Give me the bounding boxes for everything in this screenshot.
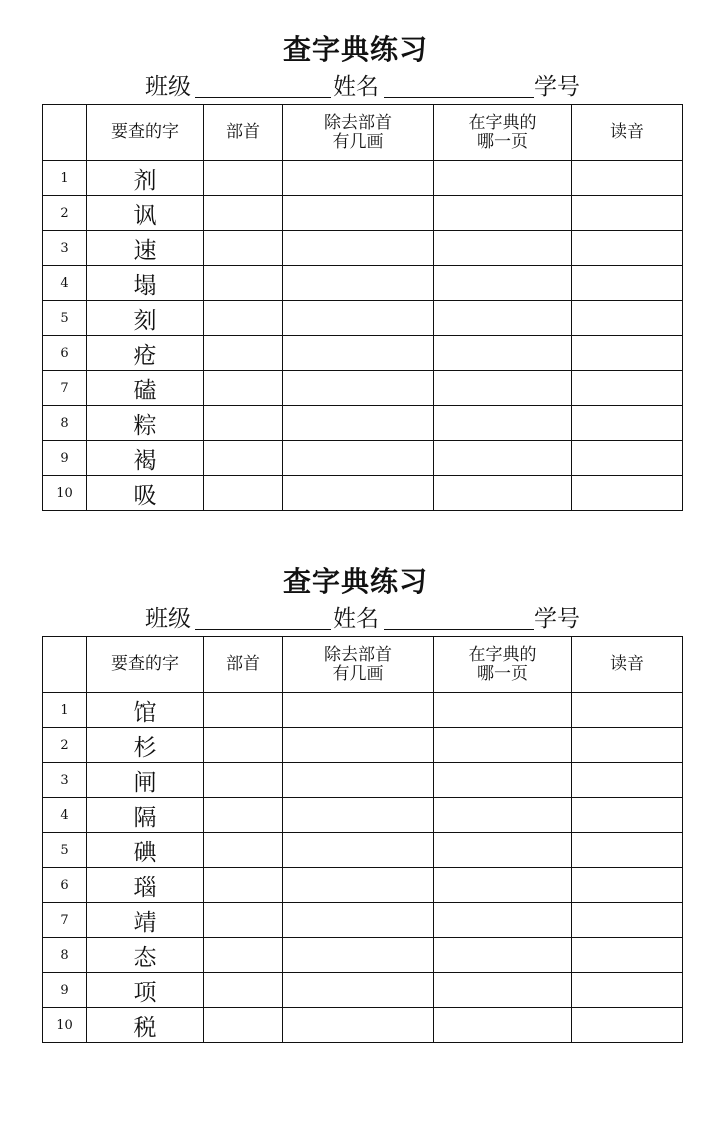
name-label: 姓名	[333, 606, 379, 632]
radical-cell[interactable]	[204, 798, 283, 833]
table-row	[43, 441, 683, 476]
character-cell: 杉	[87, 728, 204, 763]
radical-cell[interactable]	[204, 441, 283, 476]
radical-cell[interactable]	[204, 266, 283, 301]
pronunciation-cell[interactable]	[572, 161, 683, 196]
table-row	[43, 763, 683, 798]
pronunciation-cell[interactable]	[572, 441, 683, 476]
row-number: 4	[43, 798, 87, 833]
student-id-label: 学号	[534, 74, 580, 100]
pronunciation-cell[interactable]	[572, 266, 683, 301]
stroke-count-cell[interactable]	[283, 798, 434, 833]
character-cell: 粽	[87, 406, 204, 441]
header-page-number: 在字典的 哪一页	[434, 637, 572, 693]
row-number: 5	[43, 833, 87, 868]
pronunciation-cell[interactable]	[572, 693, 683, 728]
pronunciation-cell[interactable]	[572, 1008, 683, 1043]
radical-cell[interactable]	[204, 1008, 283, 1043]
stroke-count-cell[interactable]	[283, 336, 434, 371]
row-number: 9	[43, 973, 87, 1008]
character-cell: 褐	[87, 441, 204, 476]
student-info-line	[0, 70, 711, 104]
stroke-count-cell[interactable]	[283, 196, 434, 231]
page-number-cell[interactable]	[434, 266, 572, 301]
row-number: 3	[43, 231, 87, 266]
character-cell: 项	[87, 973, 204, 1008]
table-row	[43, 161, 683, 196]
row-number: 2	[43, 196, 87, 231]
stroke-count-cell[interactable]	[283, 441, 434, 476]
header-pronunciation: 读音	[572, 105, 683, 161]
page-number-cell[interactable]	[434, 798, 572, 833]
student-info-line	[0, 602, 711, 636]
character-cell: 吸	[87, 476, 204, 511]
radical-cell[interactable]	[204, 833, 283, 868]
character-cell: 碘	[87, 833, 204, 868]
header-character: 要查的字	[87, 637, 204, 693]
character-cell: 速	[87, 231, 204, 266]
table-row	[43, 301, 683, 336]
table-row	[43, 1008, 683, 1043]
table-row	[43, 336, 683, 371]
dictionary-practice-table	[42, 104, 683, 511]
table-header-row	[43, 637, 683, 693]
row-number: 4	[43, 266, 87, 301]
radical-cell[interactable]	[204, 231, 283, 266]
row-number: 1	[43, 161, 87, 196]
character-cell: 刻	[87, 301, 204, 336]
stroke-count-cell[interactable]	[283, 728, 434, 763]
radical-cell[interactable]	[204, 763, 283, 798]
page-number-cell[interactable]	[434, 728, 572, 763]
stroke-count-cell[interactable]	[283, 833, 434, 868]
page-number-cell[interactable]	[434, 973, 572, 1008]
row-number: 7	[43, 371, 87, 406]
header-radical: 部首	[204, 637, 283, 693]
row-number: 3	[43, 763, 87, 798]
header-number	[43, 637, 87, 693]
pronunciation-cell[interactable]	[572, 371, 683, 406]
pronunciation-cell[interactable]	[572, 938, 683, 973]
header-number	[43, 105, 87, 161]
pronunciation-cell[interactable]	[572, 231, 683, 266]
radical-cell[interactable]	[204, 161, 283, 196]
table-row	[43, 798, 683, 833]
character-cell: 靖	[87, 903, 204, 938]
radical-cell[interactable]	[204, 903, 283, 938]
pronunciation-cell[interactable]	[572, 903, 683, 938]
pronunciation-cell[interactable]	[572, 868, 683, 903]
header-page-number: 在字典的 哪一页	[434, 105, 572, 161]
worksheet-2	[0, 562, 711, 1041]
page-number-cell[interactable]	[434, 833, 572, 868]
character-cell: 态	[87, 938, 204, 973]
row-number: 10	[43, 1008, 87, 1043]
pronunciation-cell[interactable]	[572, 476, 683, 511]
header-pronunciation: 读音	[572, 637, 683, 693]
radical-cell[interactable]	[204, 938, 283, 973]
table-row	[43, 231, 683, 266]
table-row	[43, 868, 683, 903]
stroke-count-cell[interactable]	[283, 406, 434, 441]
row-number: 7	[43, 903, 87, 938]
stroke-count-cell[interactable]	[283, 973, 434, 1008]
page-number-cell[interactable]	[434, 903, 572, 938]
stroke-count-cell[interactable]	[283, 266, 434, 301]
header-stroke-count: 除去部首 有几画	[283, 637, 434, 693]
pronunciation-cell[interactable]	[572, 833, 683, 868]
row-number: 2	[43, 728, 87, 763]
page-number-cell[interactable]	[434, 868, 572, 903]
header-character: 要查的字	[87, 105, 204, 161]
character-cell: 磕	[87, 371, 204, 406]
radical-cell[interactable]	[204, 973, 283, 1008]
radical-cell[interactable]	[204, 301, 283, 336]
radical-cell[interactable]	[204, 693, 283, 728]
radical-cell[interactable]	[204, 371, 283, 406]
pronunciation-cell[interactable]	[572, 798, 683, 833]
page-number-cell[interactable]	[434, 763, 572, 798]
character-cell: 疮	[87, 336, 204, 371]
pronunciation-cell[interactable]	[572, 973, 683, 1008]
radical-cell[interactable]	[204, 728, 283, 763]
worksheet-title: 查字典练习	[282, 33, 428, 66]
row-number: 10	[43, 476, 87, 511]
pronunciation-cell[interactable]	[572, 406, 683, 441]
table-header-row	[43, 105, 683, 161]
stroke-count-cell[interactable]	[283, 161, 434, 196]
row-number: 5	[43, 301, 87, 336]
table-row	[43, 476, 683, 511]
table-row	[43, 938, 683, 973]
character-cell: 塌	[87, 266, 204, 301]
dictionary-practice-table	[42, 636, 683, 1043]
table-row	[43, 693, 683, 728]
stroke-count-cell[interactable]	[283, 1008, 434, 1043]
radical-cell[interactable]	[204, 196, 283, 231]
table-row	[43, 406, 683, 441]
class-blank-field[interactable]	[195, 97, 331, 98]
row-number: 1	[43, 693, 87, 728]
table-row	[43, 266, 683, 301]
character-cell: 闸	[87, 763, 204, 798]
radical-cell[interactable]	[204, 406, 283, 441]
pronunciation-cell[interactable]	[572, 728, 683, 763]
page-number-cell[interactable]	[434, 336, 572, 371]
class-label: 班级	[145, 74, 191, 100]
table-row	[43, 196, 683, 231]
row-number: 6	[43, 868, 87, 903]
page-number-cell[interactable]	[434, 441, 572, 476]
row-number: 6	[43, 336, 87, 371]
page-number-cell[interactable]	[434, 693, 572, 728]
row-number: 8	[43, 938, 87, 973]
row-number: 8	[43, 406, 87, 441]
character-cell: 讽	[87, 196, 204, 231]
stroke-count-cell[interactable]	[283, 693, 434, 728]
table-row	[43, 833, 683, 868]
header-stroke-count: 除去部首 有几画	[283, 105, 434, 161]
stroke-count-cell[interactable]	[283, 476, 434, 511]
pronunciation-cell[interactable]	[572, 336, 683, 371]
radical-cell[interactable]	[204, 336, 283, 371]
table-row	[43, 371, 683, 406]
page-number-cell[interactable]	[434, 371, 572, 406]
character-cell: 瑙	[87, 868, 204, 903]
name-blank-field[interactable]	[384, 629, 534, 630]
worksheet-1	[0, 30, 711, 509]
class-label: 班级	[145, 606, 191, 632]
name-blank-field[interactable]	[384, 97, 534, 98]
pronunciation-cell[interactable]	[572, 196, 683, 231]
page-number-cell[interactable]	[434, 196, 572, 231]
stroke-count-cell[interactable]	[283, 868, 434, 903]
page-number-cell[interactable]	[434, 476, 572, 511]
page-number-cell[interactable]	[434, 161, 572, 196]
stroke-count-cell[interactable]	[283, 903, 434, 938]
pronunciation-cell[interactable]	[572, 763, 683, 798]
row-number: 9	[43, 441, 87, 476]
character-cell: 隔	[87, 798, 204, 833]
stroke-count-cell[interactable]	[283, 301, 434, 336]
page-number-cell[interactable]	[434, 406, 572, 441]
page-number-cell[interactable]	[434, 1008, 572, 1043]
page-number-cell[interactable]	[434, 231, 572, 266]
pronunciation-cell[interactable]	[572, 301, 683, 336]
page-number-cell[interactable]	[434, 301, 572, 336]
table-row	[43, 973, 683, 1008]
stroke-count-cell[interactable]	[283, 938, 434, 973]
name-label: 姓名	[333, 74, 379, 100]
table-row	[43, 728, 683, 763]
table-row	[43, 903, 683, 938]
radical-cell[interactable]	[204, 476, 283, 511]
stroke-count-cell[interactable]	[283, 763, 434, 798]
header-radical: 部首	[204, 105, 283, 161]
character-cell: 税	[87, 1008, 204, 1043]
character-cell: 馆	[87, 693, 204, 728]
stroke-count-cell[interactable]	[283, 371, 434, 406]
stroke-count-cell[interactable]	[283, 231, 434, 266]
student-id-label: 学号	[534, 606, 580, 632]
page-number-cell[interactable]	[434, 938, 572, 973]
character-cell: 剂	[87, 161, 204, 196]
radical-cell[interactable]	[204, 868, 283, 903]
worksheet-title: 查字典练习	[282, 565, 428, 598]
class-blank-field[interactable]	[195, 629, 331, 630]
